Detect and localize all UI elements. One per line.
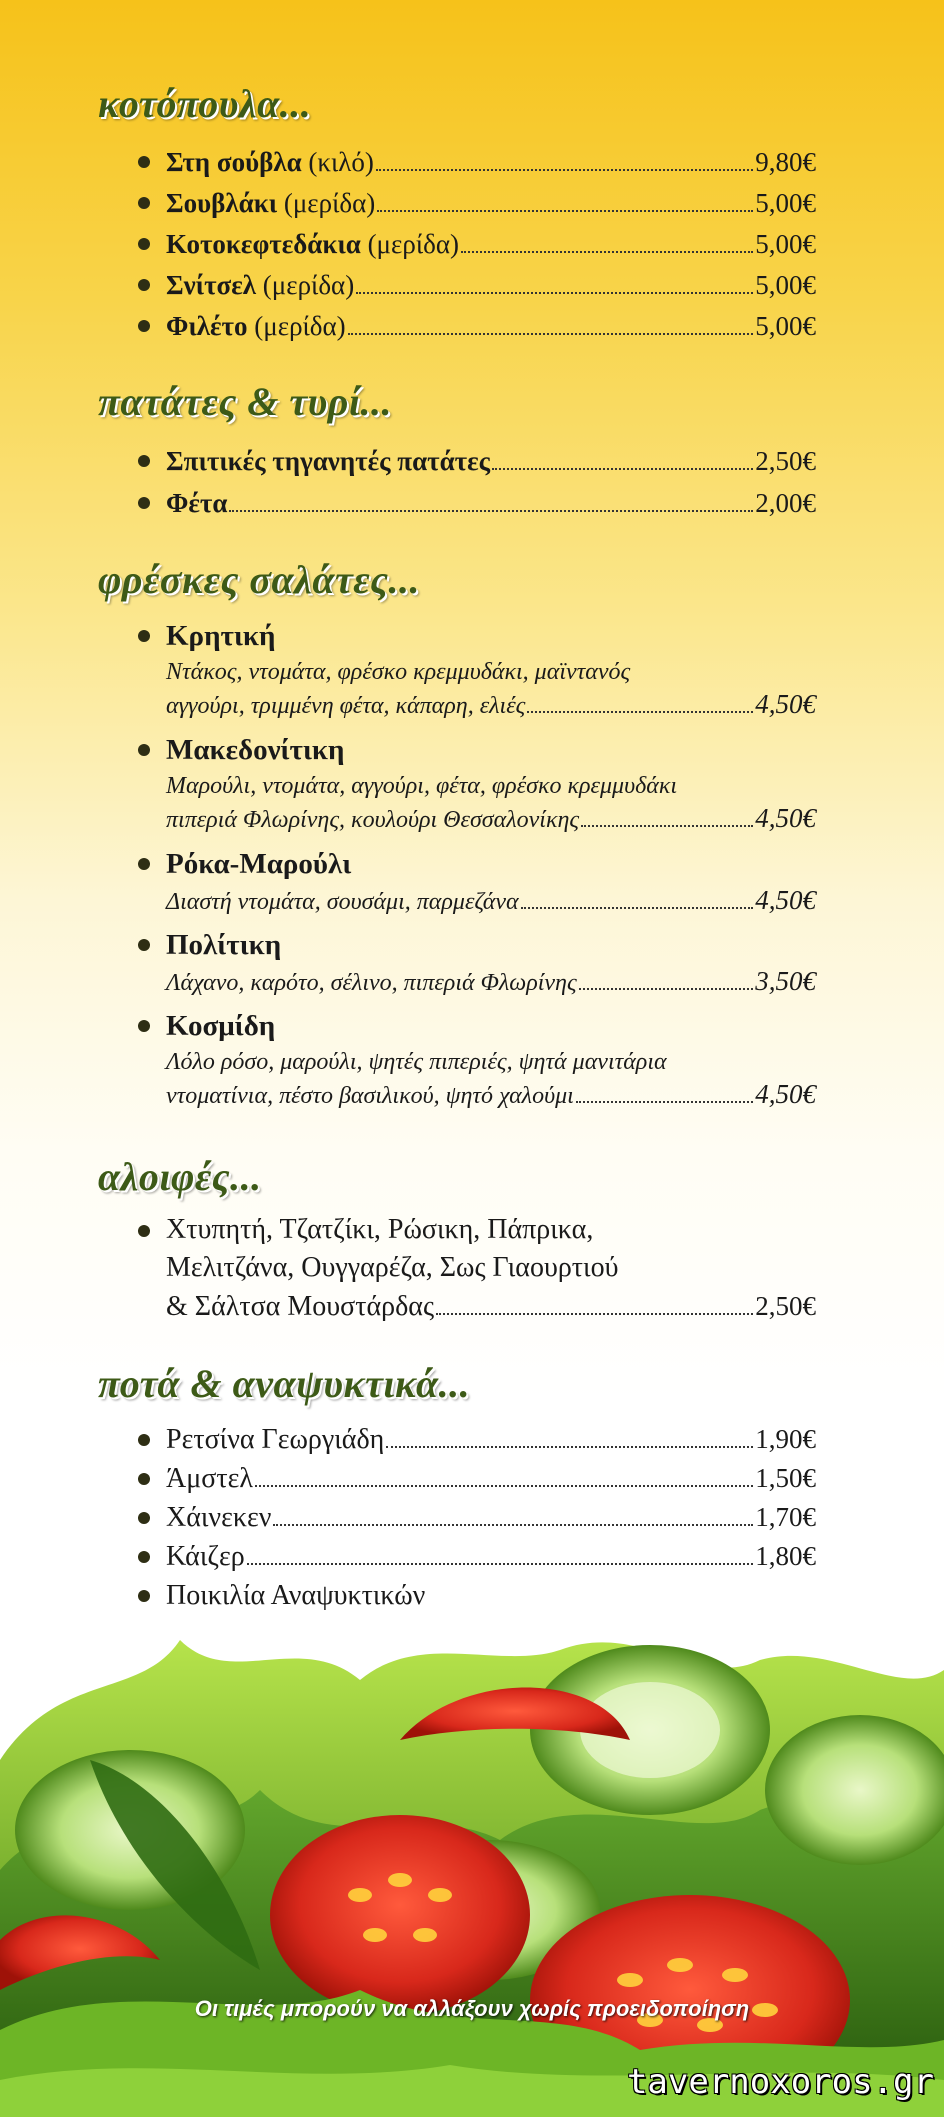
- item-name: Μακεδονίτικη: [166, 734, 345, 766]
- dot-leader: [229, 510, 753, 512]
- item-name: Χάινεκεν: [166, 1502, 272, 1533]
- item-name: Ρόκα-Μαρούλι: [166, 848, 352, 880]
- item-note: (μερίδα): [360, 229, 459, 259]
- bullet-icon: [138, 156, 150, 168]
- item-price: 4,50€: [755, 689, 816, 719]
- menu-item: [140, 441, 816, 481]
- item-description: αγγούρι, τριμμένη φέτα, κάπαρη, ελιές: [166, 693, 526, 719]
- menu-item: [140, 1459, 816, 1498]
- menu-item: [140, 925, 816, 999]
- menu-item: [140, 1420, 816, 1459]
- dot-leader: [579, 988, 754, 990]
- item-description: Λόλο ρόσο, μαρούλι, ψητές πιπεριές, ψητά μανιτάρια: [166, 1049, 667, 1075]
- menu-item: [140, 1211, 816, 1326]
- salad-illustration: [0, 1610, 944, 2117]
- item-note: (μερίδα): [256, 270, 355, 300]
- item-name: Σουβλάκι: [166, 188, 278, 218]
- item-price: 2,50€: [755, 1291, 816, 1321]
- item-description: Λάχανο, καρότο, σέλινο, πιπεριά Φλωρίνης: [166, 970, 577, 996]
- menu-item: [140, 844, 816, 918]
- bullet-icon: [138, 1512, 150, 1524]
- bullet-icon: [138, 939, 150, 951]
- bullet-icon: [138, 1020, 150, 1032]
- item-price: 1,80€: [755, 1541, 816, 1571]
- price-disclaimer: Οι τιμές μπορούν να αλλάξουν χωρίς προειδοποίηση: [194, 1996, 750, 2021]
- bullet-icon: [138, 1551, 150, 1563]
- dot-leader: [255, 1485, 753, 1487]
- menu-item: [140, 265, 816, 305]
- item-description: ντοματίνια, πέστο βασιλικού, ψητό χαλούμι: [166, 1083, 574, 1109]
- menu-item: [140, 183, 816, 223]
- item-price: 1,70€: [755, 1502, 816, 1532]
- section-title: φρέσκες σαλάτες...: [98, 557, 420, 602]
- bullet-icon: [138, 197, 150, 209]
- bullet-icon: [138, 1473, 150, 1485]
- dot-leader: [581, 825, 753, 827]
- dot-leader: [376, 169, 753, 171]
- item-name: Φέτα: [166, 488, 228, 518]
- bullet-icon: [138, 320, 150, 332]
- menu-item: [140, 306, 816, 346]
- menu-item: [140, 142, 816, 182]
- dot-leader: [386, 1446, 753, 1448]
- item-price: 2,00€: [755, 488, 816, 518]
- dot-leader: [436, 1313, 753, 1315]
- item-name: Κρητική: [166, 620, 276, 652]
- section-title: αλοιφές...: [98, 1154, 262, 1199]
- item-price: 5,00€: [755, 311, 816, 341]
- dot-leader: [521, 907, 754, 909]
- item-description: Διαστή ντομάτα, σουσάμι, παρμεζάνα: [166, 889, 519, 915]
- bullet-icon: [138, 744, 150, 756]
- menu-item: [140, 1498, 816, 1537]
- item-name: Πολίτικη: [166, 929, 282, 961]
- item-description: Μαρούλι, ντομάτα, αγγούρι, φέτα, φρέσκο κρεμμυδάκι: [166, 773, 678, 799]
- item-price: 5,00€: [755, 270, 816, 300]
- item-price: 2,50€: [755, 446, 816, 476]
- item-name: Σπιτικές τηγανητές πατάτες: [166, 446, 491, 476]
- dot-leader: [461, 251, 753, 253]
- item-price: 4,50€: [755, 885, 816, 915]
- dot-leader: [576, 1101, 753, 1103]
- dot-leader: [377, 210, 753, 212]
- menu-item: [140, 730, 816, 836]
- bullet-icon: [138, 1225, 150, 1237]
- item-name: Ποικιλία Αναψυκτικών: [166, 1580, 426, 1611]
- dot-leader: [492, 468, 753, 470]
- item-note: (μερίδα): [277, 188, 376, 218]
- item-text: Μελιτζάνα, Ουγγαρέζα, Σως Γιαουρτιού: [166, 1252, 619, 1283]
- item-text: & Σάλτσα Μουστάρδας: [166, 1291, 435, 1322]
- bullet-icon: [138, 630, 150, 642]
- section-title: ποτά & αναψυκτικά...: [98, 1361, 471, 1406]
- item-name: Σνίτσελ: [166, 270, 257, 300]
- item-price: 3,50€: [755, 966, 816, 996]
- item-name: Ρετσίνα Γεωργιάδη: [166, 1424, 385, 1455]
- website-watermark: tavernoxoros.gr: [626, 2062, 934, 2102]
- item-price: 4,50€: [755, 803, 816, 833]
- menu-item: [140, 616, 816, 722]
- item-price: 1,90€: [755, 1424, 816, 1454]
- item-price: 4,50€: [755, 1079, 816, 1109]
- item-description: Ντάκος, ντομάτα, φρέσκο κρεμμυδάκι, μαϊντανός: [166, 659, 631, 685]
- item-note: (μερίδα): [247, 311, 346, 341]
- dot-leader: [356, 292, 753, 294]
- item-name: Φιλέτο: [166, 311, 248, 341]
- section-title: πατάτες & τυρί...: [98, 379, 392, 424]
- menu-item: [140, 1006, 816, 1112]
- bullet-icon: [138, 497, 150, 509]
- item-price: 9,80€: [755, 147, 816, 177]
- item-text: Χτυπητή, Τζατζίκι, Ρώσικη, Πάπρικα,: [166, 1214, 594, 1245]
- menu-item: [140, 483, 816, 523]
- item-note: (κιλό): [301, 147, 374, 177]
- item-price: 5,00€: [755, 229, 816, 259]
- bullet-icon: [138, 858, 150, 870]
- item-name: Κοτοκεφτεδάκια: [166, 229, 361, 259]
- item-description: πιπεριά Φλωρίνης, κουλούρι Θεσσαλονίκης: [166, 807, 580, 833]
- item-name: Άμστελ: [166, 1463, 253, 1494]
- item-price: 1,50€: [755, 1463, 816, 1493]
- item-name: Κοσμίδη: [166, 1010, 276, 1042]
- dot-leader: [348, 333, 754, 335]
- bullet-icon: [138, 279, 150, 291]
- bullet-icon: [138, 455, 150, 467]
- item-name: Κάιζερ: [166, 1541, 245, 1572]
- menu-item: [140, 224, 816, 264]
- bullet-icon: [138, 1434, 150, 1446]
- section-title: κοτόπουλα...: [98, 81, 312, 126]
- bullet-icon: [138, 1590, 150, 1602]
- menu-item: [140, 1537, 816, 1576]
- dot-leader: [273, 1524, 753, 1526]
- bullet-icon: [138, 238, 150, 250]
- item-price: 5,00€: [755, 188, 816, 218]
- dot-leader: [247, 1563, 754, 1565]
- dot-leader: [527, 711, 753, 713]
- item-name: Στη σούβλα: [166, 147, 302, 177]
